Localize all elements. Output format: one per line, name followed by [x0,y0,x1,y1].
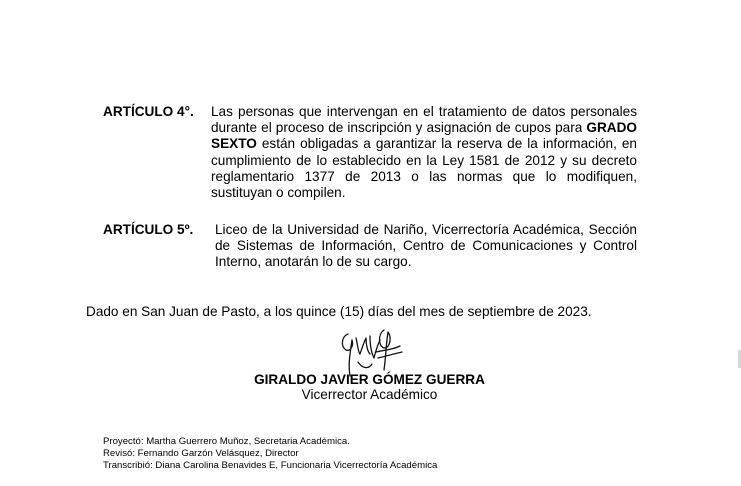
article-5-label: ARTÍCULO 5º. [103,222,194,237]
credit-transcribio: Transcribió: Diana Carolina Benavides E, Funcionaria Vicerrectoría Académica [103,460,438,471]
credit-reviso: Revisó: Fernando Garzón Velásquez, Director [103,448,299,459]
credit-proyecto: Proyectó: Martha Guerrero Muñoz, Secretaria Académica. [103,436,350,447]
article-4-bold-text: GRADO SEXTO [211,120,637,152]
article-4-body [211,104,637,201]
article-4-text-after: están obligadas a garantizar la reserva de la información, en cumplimiento de lo establecido en la Ley 1581 de 2012 y su decreto reglamentario 1377 de 2013 o las normas que lo modifiquen, sustituyan o compilen. [211,136,637,201]
signer-title-text: Vicerrector Académico [301,387,438,402]
article-4 [0,104,741,204]
document-credits [103,436,437,472]
signer-name [0,372,741,387]
signer-name-text: GIRALDO JAVIER GÓMEZ GUERRA [254,372,485,387]
article-4-label: ARTÍCULO 4°. [103,104,194,119]
article-4-text-before: Las personas que intervengan en el tratamiento de datos personales durante el proceso de inscripción y asignación de cupos para [211,104,637,136]
signer-title [0,387,741,402]
closing-statement: Dado en San Juan de Pasto, a los quince (15) días del mes de septiembre de 2023. [86,304,592,319]
article-5 [0,222,741,274]
article-5-body: Liceo de la Universidad de Nariño, Vicerrectoría Académica, Sección de Sistemas de Información, Centro de Comunicaciones y Control Interno, anotarán lo de su cargo. [215,222,637,270]
